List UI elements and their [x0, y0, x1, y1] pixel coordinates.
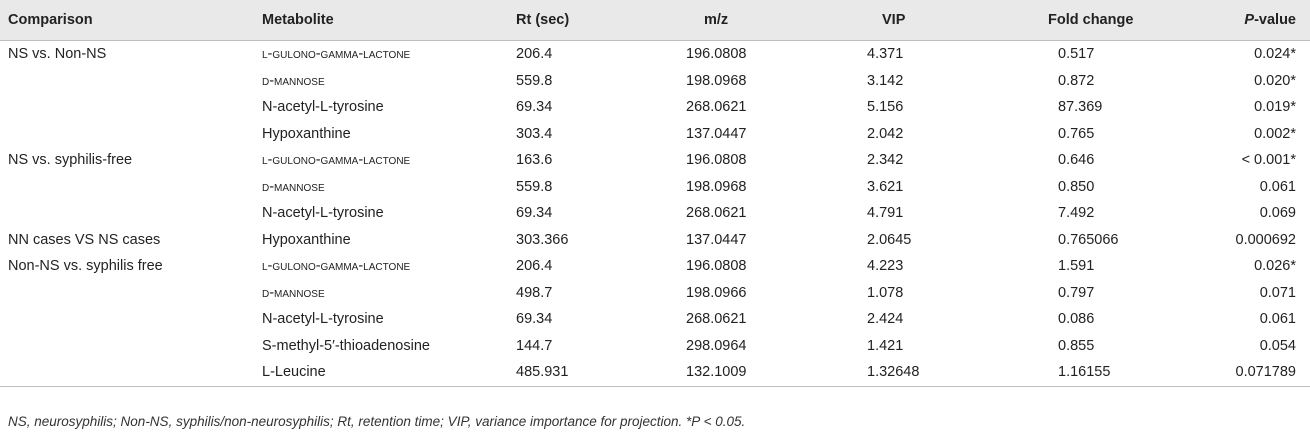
header-p-value: [1198, 0, 1310, 41]
cell-rt: 69.34: [516, 99, 553, 116]
cell-fold-change: 87.369: [1058, 99, 1103, 116]
cell-comparison: NS vs. syphilis-free: [8, 152, 133, 169]
cell-metabolite: l-gulono-gamma-lactone: [262, 258, 411, 275]
cell-vip: 1.421: [867, 337, 904, 354]
table-row: [0, 359, 1310, 386]
cell-mz: 196.0808: [686, 258, 747, 275]
cell-comparison: [0, 306, 262, 333]
cell-fold-change: 0.765: [1058, 125, 1095, 142]
cell-fold-change: 0.086: [1058, 311, 1095, 328]
cell-mz: 268.0621: [686, 205, 747, 222]
cell-fold-change: 0.646: [1058, 152, 1095, 169]
table-row: [0, 306, 1310, 333]
table-row: [0, 41, 1310, 68]
cell-rt: 69.34: [516, 311, 553, 328]
cell-fold-change: 0.797: [1058, 284, 1095, 301]
cell-comparison: [0, 121, 262, 148]
cell-metabolite: l-gulono-gamma-lactone: [262, 46, 411, 63]
cell-rt: 498.7: [516, 284, 553, 301]
cell-metabolite: L-Leucine: [262, 359, 516, 386]
header-mz: m/z: [664, 0, 852, 41]
cell-p-value: 0.071: [1259, 284, 1296, 301]
cell-rt: 206.4: [516, 46, 553, 63]
cell-mz: 298.0964: [686, 337, 747, 354]
cell-p-value: 0.000692: [1235, 231, 1296, 248]
cell-vip: 2.0645: [867, 231, 912, 248]
table-row: [0, 253, 1310, 280]
table-row: [0, 94, 1310, 121]
cell-rt: 69.34: [516, 205, 553, 222]
table-row: [0, 280, 1310, 307]
cell-fold-change: 1.591: [1058, 258, 1095, 275]
cell-vip: 4.791: [867, 205, 904, 222]
header-metabolite: Metabolite: [262, 0, 516, 41]
cell-vip: 1.078: [867, 284, 904, 301]
cell-fold-change: 1.16155: [1030, 359, 1198, 386]
cell-metabolite: Hypoxanthine: [262, 125, 351, 142]
cell-rt: 206.4: [516, 258, 553, 275]
cell-p-value: 0.071789: [1198, 359, 1310, 386]
cell-p-value: 0.054: [1259, 337, 1296, 354]
cell-fold-change: 0.855: [1058, 337, 1095, 354]
cell-comparison: [0, 359, 262, 386]
cell-metabolite: N-acetyl-L-tyrosine: [262, 205, 384, 222]
cell-vip: 3.142: [867, 72, 904, 89]
header-comparison: Comparison: [0, 0, 262, 41]
cell-comparison: [0, 94, 262, 121]
cell-vip: 1.32648: [852, 359, 1030, 386]
cell-mz: 137.0447: [686, 125, 747, 142]
cell-comparison: Non-NS vs. syphilis free: [8, 258, 163, 275]
cell-metabolite: Hypoxanthine: [262, 231, 351, 248]
cell-fold-change: 0.872: [1058, 72, 1095, 89]
cell-p-value: 0.061: [1259, 178, 1296, 195]
table-row: [0, 333, 1310, 360]
cell-mz: 268.0621: [686, 99, 747, 116]
cell-fold-change: 0.765066: [1058, 231, 1119, 248]
cell-rt: 559.8: [516, 178, 553, 195]
cell-comparison: [0, 174, 262, 201]
table-row: [0, 147, 1310, 174]
header-fold-change: Fold change: [1030, 0, 1198, 41]
cell-p-value: 0.024*: [1254, 46, 1296, 63]
cell-rt: 559.8: [516, 72, 553, 89]
cell-comparison: [0, 280, 262, 307]
table-row: [0, 227, 1310, 254]
cell-comparison: [0, 333, 262, 360]
cell-metabolite: N-acetyl-L-tyrosine: [262, 311, 384, 328]
header-p-italic: P: [1244, 12, 1255, 28]
cell-mz: 198.0968: [686, 178, 747, 195]
cell-fold-change: 0.517: [1058, 46, 1095, 63]
table-row: [0, 121, 1310, 148]
cell-vip: 2.342: [867, 152, 904, 169]
cell-vip: 3.621: [867, 178, 904, 195]
table-row: [0, 200, 1310, 227]
cell-p-value: 0.019*: [1254, 99, 1296, 116]
header-vip: VIP: [852, 0, 1030, 41]
table-footnote: NS, neurosyphilis; Non-NS, syphilis/non-neurosyphilis; Rt, retention time; VIP, variance importance for projection. *P < 0.05.: [8, 414, 746, 429]
cell-vip: 5.156: [867, 99, 904, 116]
cell-p-value: 0.061: [1259, 311, 1296, 328]
cell-vip: 4.371: [867, 46, 904, 63]
cell-fold-change: 0.850: [1058, 178, 1095, 195]
cell-mz: 196.0808: [686, 46, 747, 63]
cell-mz: 132.1009: [664, 359, 852, 386]
cell-comparison: [0, 68, 262, 95]
cell-vip: 4.223: [867, 258, 904, 275]
cell-comparison: NN cases VS NS cases: [8, 231, 161, 248]
cell-mz: 198.0968: [686, 72, 747, 89]
header-rt: Rt (sec): [516, 0, 664, 41]
cell-metabolite: d-mannose: [262, 178, 325, 195]
cell-rt: 144.7: [516, 337, 553, 354]
cell-metabolite: d-mannose: [262, 72, 325, 89]
cell-mz: 196.0808: [686, 152, 747, 169]
table-row: [0, 68, 1310, 95]
cell-p-value: 0.002*: [1254, 125, 1296, 142]
cell-mz: 137.0447: [686, 231, 747, 248]
cell-p-value: < 0.001*: [1241, 152, 1296, 169]
table-row: [0, 174, 1310, 201]
cell-comparison: [0, 200, 262, 227]
cell-metabolite: l-gulono-gamma-lactone: [262, 152, 411, 169]
cell-mz: 198.0966: [686, 284, 747, 301]
cell-rt: 485.931: [516, 359, 664, 386]
cell-p-value: 0.020*: [1254, 72, 1296, 89]
cell-vip: 2.424: [867, 311, 904, 328]
cell-metabolite: N-acetyl-L-tyrosine: [262, 99, 384, 116]
cell-rt: 303.366: [516, 231, 569, 248]
cell-vip: 2.042: [867, 125, 904, 142]
cell-comparison: NS vs. Non-NS: [8, 46, 107, 63]
header-row: [0, 0, 1310, 41]
cell-mz: 268.0621: [686, 311, 747, 328]
header-p-rest: -value: [1254, 12, 1296, 28]
cell-rt: 303.4: [516, 125, 553, 142]
cell-metabolite: d-mannose: [262, 284, 325, 301]
cell-metabolite: S-methyl-5′-thioadenosine: [262, 337, 430, 354]
cell-p-value: 0.026*: [1254, 258, 1296, 275]
cell-rt: 163.6: [516, 152, 553, 169]
cell-fold-change: 7.492: [1058, 205, 1095, 222]
cell-p-value: 0.069: [1259, 205, 1296, 222]
